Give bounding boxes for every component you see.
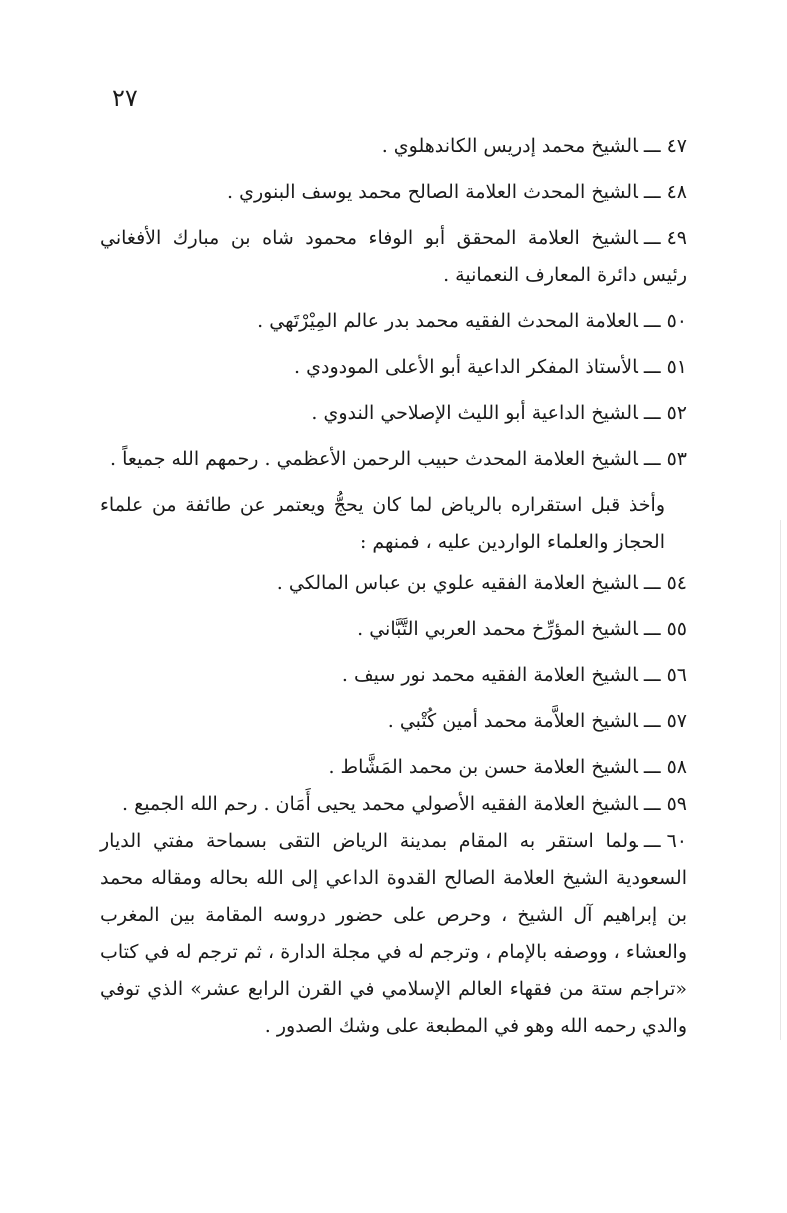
item-text: الشيخ العلامة الفقيه علوي بن عباس المالكي . bbox=[276, 572, 638, 594]
list-item bbox=[100, 349, 687, 386]
item-number: ٥٥ bbox=[666, 618, 687, 640]
item-number: ٥٧ bbox=[666, 710, 687, 732]
page-number: ٢٧ bbox=[112, 84, 138, 112]
item-dash: ـــ bbox=[643, 448, 661, 470]
list-item bbox=[100, 611, 687, 648]
item-text: الشيخ الداعية أبو الليث الإصلاحي الندوي . bbox=[311, 402, 638, 424]
item-dash: ـــ bbox=[643, 572, 661, 594]
item-dash: ـــ bbox=[643, 135, 661, 157]
item-text: الشيخ المؤرِّخ محمد العربي التَّبَّاني . bbox=[357, 618, 638, 640]
item-dash: ـــ bbox=[643, 664, 661, 686]
item-dash: ـــ bbox=[643, 402, 661, 424]
list-item bbox=[100, 395, 687, 432]
item-text: الشيخ المحدث العلامة الصالح محمد يوسف البنوري . bbox=[227, 181, 638, 203]
item-number: ٥١ bbox=[666, 356, 687, 378]
item-dash: ـــ bbox=[643, 227, 661, 249]
item-number: ٤٩ bbox=[666, 227, 687, 249]
page-body bbox=[100, 128, 687, 1045]
item-dash: ـــ bbox=[643, 710, 661, 732]
list-item bbox=[100, 749, 687, 786]
item-text: الشيخ العلامة الفقيه الأصولي محمد يحيى أَمَان . رحم الله الجميع . bbox=[122, 793, 638, 815]
list-item bbox=[100, 786, 687, 823]
list-item-60 bbox=[100, 823, 687, 1045]
item-number: ٥٩ bbox=[666, 793, 687, 815]
item-number: ٥٠ bbox=[666, 310, 687, 332]
item-number: ٤٨ bbox=[666, 181, 687, 203]
list-item bbox=[100, 657, 687, 694]
list-item bbox=[100, 174, 687, 211]
item-text: العلامة المحدث الفقيه محمد بدر عالم المِيْرْتَهي . bbox=[257, 310, 638, 332]
item-number: ٥٣ bbox=[666, 448, 687, 470]
item-number: ٥٦ bbox=[666, 664, 687, 686]
list-item bbox=[100, 303, 687, 340]
item-text: الشيخ العلامة حسن بن محمد المَشَّاط . bbox=[328, 756, 638, 778]
item-text: الشيخ العلاَّمة محمد أمين كُتْبي . bbox=[387, 710, 638, 732]
item-text: الشيخ العلامة المحقق أبو الوفاء محمود شاه بن مبارك الأفغاني رئيس دائرة المعارف النعمانية . bbox=[100, 227, 687, 286]
item-dash: ـــ bbox=[643, 356, 661, 378]
item-dash: ـــ bbox=[643, 310, 661, 332]
item-dash: ـــ bbox=[643, 793, 661, 815]
item-dash: ـــ bbox=[643, 830, 661, 852]
list-item bbox=[100, 128, 687, 165]
item-number: ٤٧ bbox=[666, 135, 687, 157]
item-number: ٥٨ bbox=[666, 756, 687, 778]
item-dash: ـــ bbox=[643, 181, 661, 203]
item-text: الشيخ العلامة المحدث حبيب الرحمن الأعظمي . رحمهم الله جميعاً . bbox=[110, 448, 638, 470]
item-number: ٦٠ bbox=[666, 830, 687, 852]
list-item bbox=[100, 220, 687, 294]
list-item bbox=[100, 565, 687, 602]
item-number: ٥٤ bbox=[666, 572, 687, 594]
list-item bbox=[100, 441, 687, 478]
item-dash: ـــ bbox=[643, 618, 661, 640]
item-text: الأستاذ المفكر الداعية أبو الأعلى المودودي . bbox=[294, 356, 638, 378]
item-text: ولما استقر به المقام بمدينة الرياض التقى بسماحة مفتي الديار السعودية الشيخ العلامة الصالح القدوة الداعي إلى الله بحاله ومقاله محمد بن إبراهيم آل الشيخ ، وحرص على حضور دروسه المقامة بين المغرب والعشاء ، ووصفه بالإمام ، وترجم له في مجلة الدارة ، ثم ترجم له في كتاب «تراجم ستة من فقهاء العالم الإسلامي في القرن الرابع عشر» الذي توفي والدي رحمه الله وهو في المطبعة على وشك الصدور . bbox=[100, 830, 687, 1037]
paragraph-teachers-hijaz: وأخذ قبل استقراره بالرياض لما كان يحجُّ ويعتمر عن طائفة من علماء الحجاز والعلماء الواردين عليه ، فمنهم : bbox=[100, 494, 665, 553]
item-number: ٥٢ bbox=[666, 402, 687, 424]
list-item bbox=[100, 703, 687, 740]
item-text: الشيخ العلامة الفقيه محمد نور سيف . bbox=[341, 664, 638, 686]
item-dash: ـــ bbox=[643, 756, 661, 778]
page-edge-shadow bbox=[780, 520, 781, 1040]
item-text: الشيخ محمد إدريس الكاندهلوي . bbox=[381, 135, 638, 157]
